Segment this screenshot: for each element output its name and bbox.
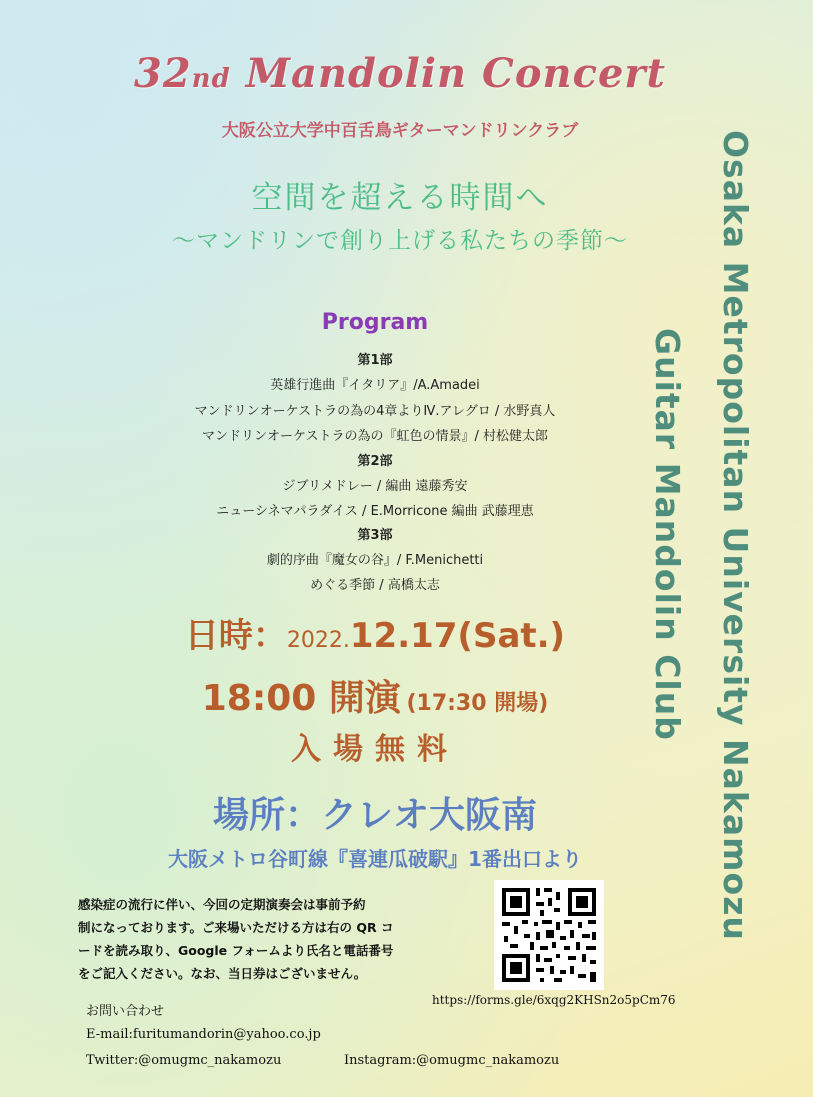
date-month-day: 12.17(Sat.) <box>349 616 566 656</box>
program-part-3: 第3部 <box>357 528 393 543</box>
program-line: ニューシネマパラダイス / E.Morricone 編曲 武藤理恵 <box>216 504 534 519</box>
admission-free: 入場無料 <box>291 732 459 767</box>
date-year: 2022. <box>286 628 350 653</box>
form-url-link[interactable]: https://forms.gle/6xqg2KHSn2o5pCm76 <box>432 993 676 1007</box>
program-part-2: 第2部 <box>357 454 393 469</box>
program-line: マンドリンオーケストラの為の『虹色の情景』/ 村松健太郎 <box>202 429 548 444</box>
program-part-1: 第1部 <box>357 353 393 368</box>
venue: 場所：クレオ大阪南 <box>212 795 537 836</box>
contact-twitter[interactable]: Twitter:@omugmc_nakamozu <box>86 1053 282 1068</box>
notice-line: 感染症の流行に伴い、今回の定期演奏会は事前予約 <box>78 897 366 912</box>
program-title: Program <box>321 310 429 335</box>
program-line: マンドリンオーケストラの為の4章よりⅣ.アレグロ / 水野真人 <box>194 404 556 419</box>
notice-line: 制になっております。ご来場いただける方は右の QR コ <box>78 920 394 935</box>
concert-title <box>130 50 670 97</box>
reservation-notice <box>78 893 488 985</box>
qr-code[interactable] <box>494 880 604 990</box>
program-line: めぐる季節 / 高橋太志 <box>310 578 440 593</box>
vertical-university-name: Osaka Metropolitan University Nakamozu <box>716 130 755 941</box>
event-time <box>120 670 630 721</box>
title-number: 32 <box>134 50 192 97</box>
contact-heading: お問い合わせ <box>86 1004 165 1019</box>
station-directions: 大阪メトロ谷町線『喜連瓜破駅』1番出口より <box>168 847 582 871</box>
notice-line: をご記入ください。なお、当日券はございません。 <box>78 966 367 981</box>
contact-email[interactable]: E-mail:furitumandorin@yahoo.co.jp <box>86 1027 321 1042</box>
title-ordinal: nd <box>191 64 231 94</box>
program-line: 劇的序曲『魔女の谷』/ F.Menichetti <box>266 553 484 568</box>
program-line: ジブリメドレー / 編曲 遠藤秀安 <box>282 479 468 494</box>
date-label: 日時： <box>184 616 287 656</box>
start-time: 18:00 開演 <box>201 678 401 719</box>
event-date <box>150 608 600 657</box>
theme-sub: 〜マンドリンで創り上げる私たちの季節〜 <box>172 228 628 254</box>
club-name-jp: 大阪公立大学中百舌鳥ギターマンドリンクラブ <box>221 121 579 141</box>
theme-main: 空間を超える時間へ <box>251 180 549 216</box>
open-time: (17:30 開場) <box>406 691 549 716</box>
contact-instagram[interactable]: Instagram:@omugmc_nakamozu <box>344 1053 560 1068</box>
vertical-club-name: Guitar Mandolin Club <box>648 328 687 741</box>
title-text: Mandolin Concert <box>245 50 666 97</box>
qr-code-graphic <box>494 880 604 990</box>
notice-line: ードを読み取り、Google フォームより氏名と電話番号 <box>78 943 394 958</box>
program-line: 英雄行進曲『イタリア』/A.Amadei <box>270 378 480 393</box>
